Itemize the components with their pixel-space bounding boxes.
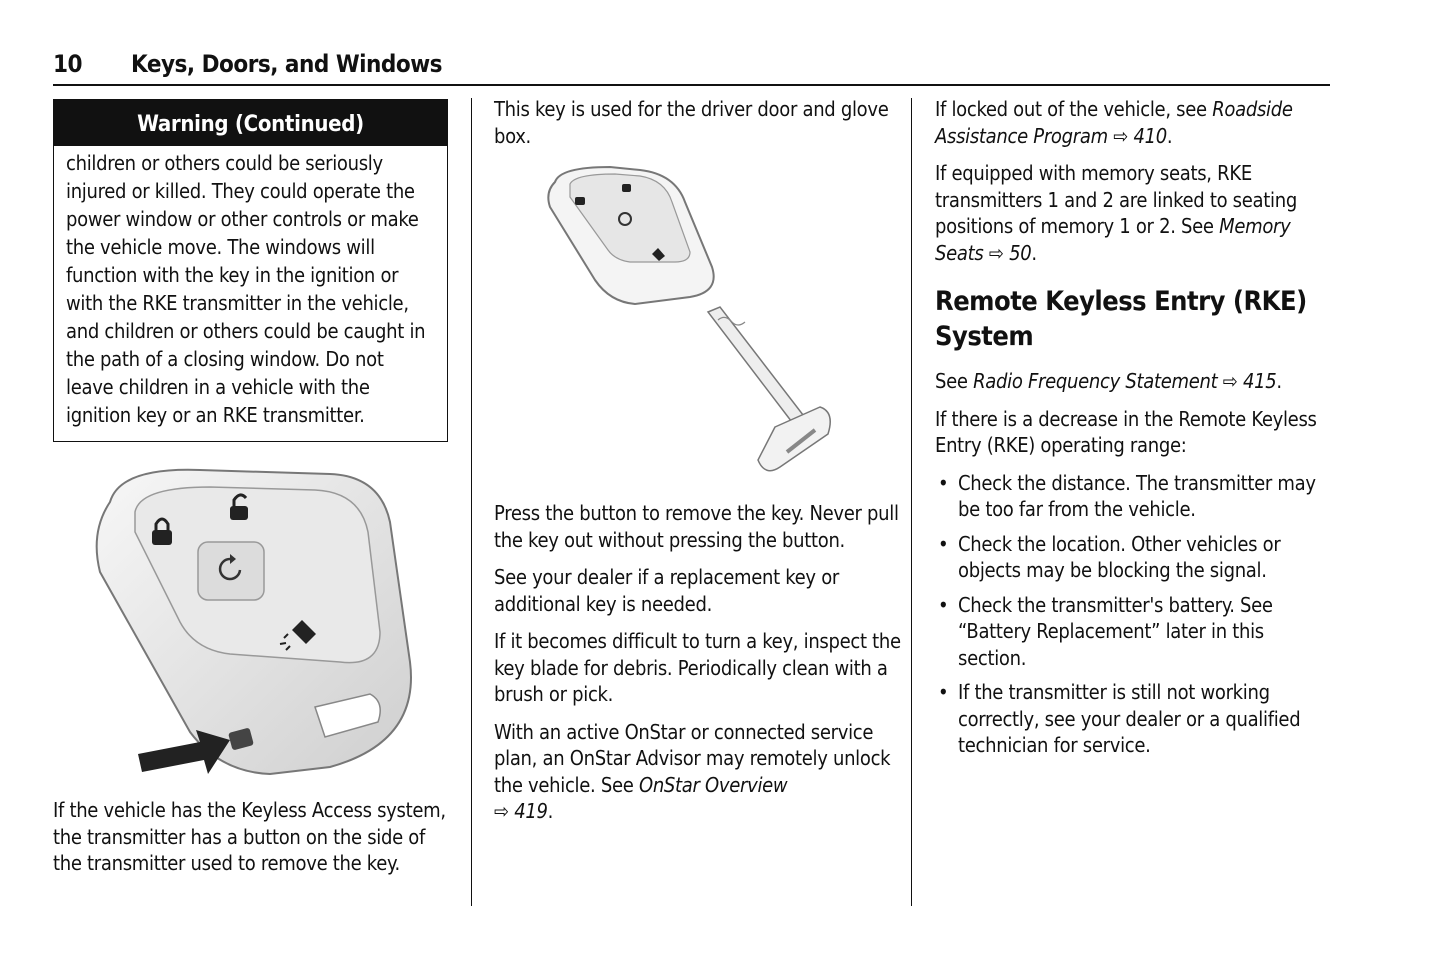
- key-use-text: [494, 96, 894, 160]
- column-1-text: [53, 797, 453, 888]
- key-fob-illustration: [80, 462, 450, 782]
- radio-frequency-link[interactable]: Radio Frequency Statement: [973, 369, 1218, 393]
- list-item: • Check the location. Other vehicles or objects may be blocking the signal.: [935, 531, 1330, 584]
- dealer-paragraph: See your dealer if a replacement key or additional key is needed.: [494, 565, 839, 616]
- list-item: • Check the transmitter's battery. See “Battery Replacement” later in this section.: [935, 592, 1330, 672]
- range-checklist: [935, 470, 1330, 759]
- column-divider-1: [471, 98, 472, 906]
- onstar-text: With an active OnStar or connected service plan, an OnStar Advisor may remotely unlock the vehicle. See: [494, 719, 891, 797]
- rke-heading: Remote Keyless Entry (RKE) System: [935, 286, 1307, 352]
- lockout-end: .: [1166, 123, 1173, 148]
- lockout-text: If locked out of the vehicle, see: [935, 97, 1213, 121]
- press-button-paragraph: Press the button to remove the key. Never pull the key out without pressing the button.: [494, 501, 899, 552]
- see-text: See: [935, 369, 974, 393]
- roadside-page-ref[interactable]: ⇨ 410: [1113, 123, 1167, 148]
- radio-page-ref[interactable]: ⇨ 415: [1222, 369, 1277, 393]
- warning-box: [53, 99, 448, 442]
- key-blade: [708, 307, 830, 471]
- onstar-end: .: [547, 799, 554, 823]
- radio-frequency-paragraph: [935, 368, 1330, 395]
- roadside-assistance-link[interactable]: Roadside Assistance Program: [935, 97, 1293, 148]
- remote-start-button: [198, 542, 264, 600]
- memory-seats-link[interactable]: Memory Seats: [935, 214, 1291, 265]
- key-use-paragraph: This key is used for the driver door and glove box.: [494, 97, 889, 148]
- column-2-text: [494, 500, 904, 836]
- list-item: • Check the distance. The transmitter may be too far from the vehicle.: [935, 470, 1330, 523]
- list-item: • If the transmitter is still not working correctly, see your dealer or a qualified technician for service.: [935, 679, 1330, 759]
- difficult-paragraph: If it becomes difficult to turn a key, inspect the key blade for debris. Periodically clean with a brush or pick.: [494, 629, 901, 706]
- memory-seats-paragraph: [935, 160, 1330, 266]
- lockout-paragraph: [935, 96, 1330, 149]
- see-end: .: [1276, 369, 1282, 393]
- fob-body: [97, 470, 411, 774]
- column-3-text: [935, 96, 1330, 767]
- unlock-icon: [622, 184, 631, 192]
- memory-text: If equipped with memory seats, RKE transmitters 1 and 2 are linked to seating positions of memory 1 or 2. See: [935, 161, 1297, 238]
- onstar-overview-link[interactable]: OnStar Overview: [638, 772, 788, 797]
- lock-icon: [575, 197, 585, 205]
- keyless-access-paragraph: If the vehicle has the Keyless Access system, the transmitter has a button on the side of the transmitter used to remove the key.: [53, 798, 446, 875]
- page-header: [53, 50, 1330, 86]
- memory-page-ref[interactable]: ⇨ 50: [988, 240, 1032, 265]
- fob-top-view: [548, 167, 713, 304]
- memory-end: .: [1031, 240, 1037, 265]
- onstar-page-ref[interactable]: ⇨ 419: [494, 799, 548, 823]
- page-number: 10: [53, 50, 83, 78]
- column-divider-2: [911, 98, 912, 906]
- warning-body: children or others could be seriously injured or killed. They could operate the power window or other controls or make the vehicle move. The windows will function with the key in the ignition or with the RKE transmitter in the vehicle, and children or others could be caught in the path of a closing window. Do not leave children in a vehicle with the ignition key or an RKE transmitter.: [66, 151, 426, 427]
- warning-title: Warning (Continued): [54, 100, 447, 146]
- onstar-paragraph: [494, 719, 904, 825]
- mechanical-key-illustration: [540, 162, 840, 482]
- decrease-paragraph: If there is a decrease in the Remote Keyless Entry (RKE) operating range:: [935, 406, 1317, 457]
- section-title: Keys, Doors, and Windows: [131, 50, 443, 78]
